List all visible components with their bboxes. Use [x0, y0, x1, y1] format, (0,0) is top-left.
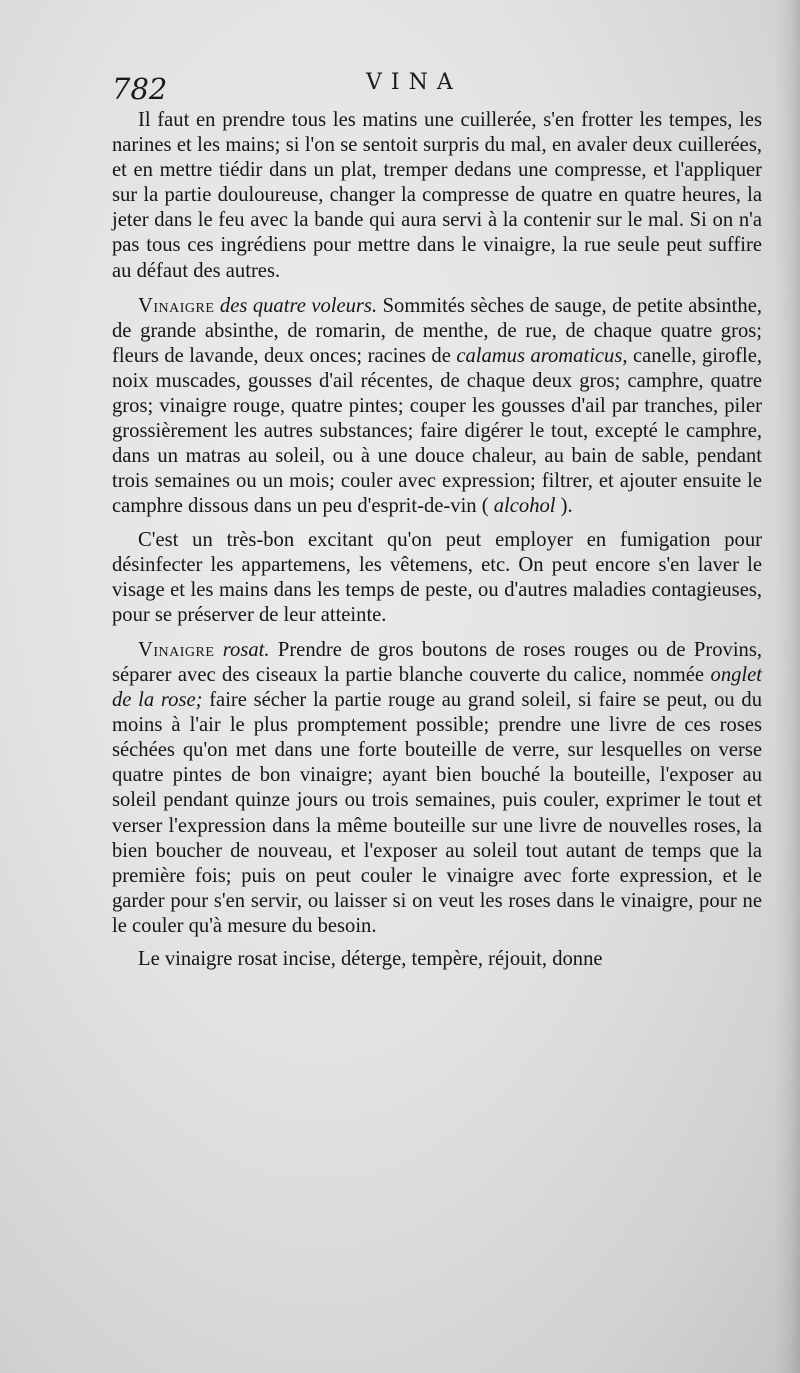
running-head: VINA [366, 70, 462, 95]
entry-text: faire sécher la partie rouge au grand soleil, si faire se peut, ou du moins à l'air le plus promptement possible; prendre une livre de ces roses séchées qu'on met dans une forte bouteille de verre, sur lesquelles on verse quatre pintes de bon vinaigre; ayant bien bouché la bouteille, l'exposer au soleil pendant quinze jours ou trois semaines, puis couler, exprimer le tout et verser l'expression dans la même bouteille sur une livre de nouvelles roses, la bien boucher de nouveau, et l'exposer au soleil tout autant de temps que la première fois; puis on peut couler le vinaigre avec forte expression, et le garder pour s'en servir, ou laisser si on veut les roses dans le vinaigre, pour ne le couler qu'à mesure du besoin. [112, 689, 763, 937]
page-edge-shadow [774, 0, 800, 1373]
paragraph-vinaigre-quatre-voleurs [112, 294, 762, 520]
page-header [112, 70, 762, 110]
paragraph-usage: C'est un très-bon excitant qu'on peut employer en fumigation pour désinfecter les appartemens, les vêtemens, etc. On peut encore s'en laver le visage et les mains dans les temps de peste, ou d'autres maladies contagieuses, pour se préserver de leur atteinte. [112, 528, 762, 626]
paragraph-rosat-effects: Le vinaigre rosat incise, déterge, tempère, réjouit, donne [138, 948, 603, 970]
paragraph-intro: Il faut en prendre tous les matins une cuillerée, s'en frotter les tempes, les narines et les mains; si l'on se sentoit surpris du mal, en avaler deux cuillerées, et en mettre tiédir dans un plat, tremper dedans une compresse, et l'appliquer sur la partie douloureuse, changer la compresse de quatre en quatre heures, la jeter dans le feu avec la bande qui aura servi à la contenir sur le mal. Si on n'a pas tous ces ingrédiens pour mettre dans le vinaigre, la rue seule peut suffire au défaut des autres. [112, 109, 762, 282]
entry-head-word: Vinaigre [138, 294, 215, 317]
entry-head-word: Vinaigre [138, 638, 215, 661]
entry-italic-term: onglet de la rose; [112, 663, 762, 712]
entry-text: , canelle, girofle, noix muscades, gousses d'ail récentes, de chaque deux gros; camphre, quatre gros; vinaigre rouge, quatre pintes; couper les gousses d'ail par tranches, piler grossièrement les autres substances; faire digérer le tout, excepté le camphre, dans un matras au soleil, ou à une douce chaleur, au bain de sable, pendant trois semaines ou un mois; couler avec expression; filtrer, et ajouter ensuite le camphre dissous dans un peu d'esprit-de-vin ( [112, 344, 762, 518]
entry-title: rosat. [222, 638, 270, 661]
entry-text: ). [555, 495, 573, 518]
entry-title: des quatre voleurs. [219, 294, 378, 317]
body-text [112, 108, 762, 972]
entry-text: Prendre de gros boutons de roses rouges ou de Provins, séparer avec des ciseaux la partie blanche couverte du calice, nommée [112, 638, 762, 686]
page-number: 782 [112, 72, 168, 106]
entry-italic-term: calamus aromaticus [456, 344, 623, 367]
entry-italic-term: alcohol [493, 495, 556, 518]
entry-text: Sommités sèches de sauge, de petite absinthe, de grande absinthe, de romarin, de menthe, de rue, de chaque quatre gros; fleurs de lavande, deux onces; racines de [112, 294, 762, 367]
paragraph-vinaigre-rosat [112, 638, 762, 939]
